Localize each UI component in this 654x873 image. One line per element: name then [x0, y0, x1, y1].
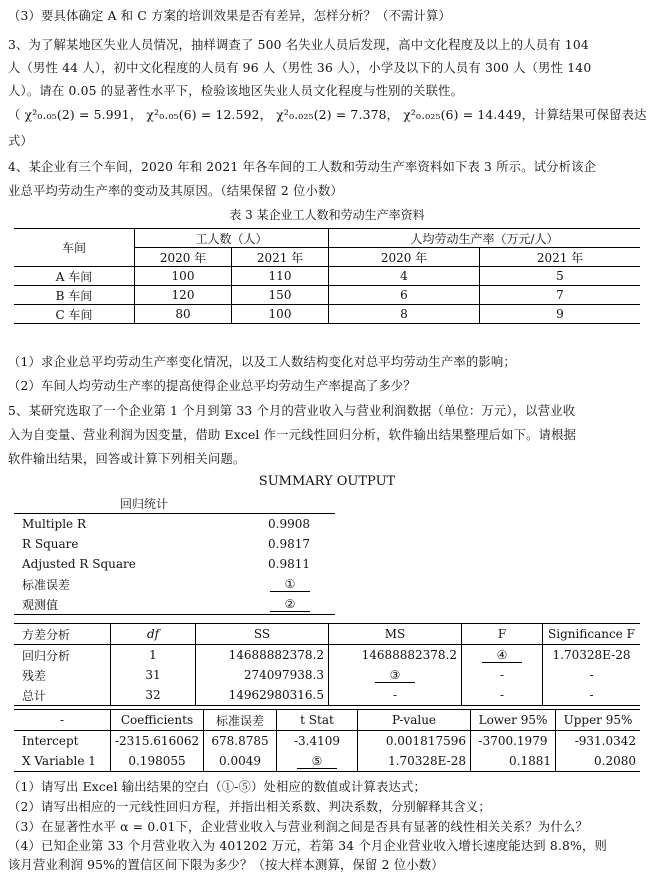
table-cell: 5: [480, 267, 641, 286]
table-cell: R Square: [22, 537, 79, 551]
blank-marker: ⑤: [297, 754, 337, 769]
table-cell: 0.2080: [594, 754, 636, 768]
table-row: [14, 751, 640, 772]
table-cell: 150: [232, 286, 329, 305]
table-header: Lower 95%: [471, 710, 556, 731]
table-header: F: [462, 624, 543, 645]
table-cell: 总计: [14, 685, 111, 706]
table-header: t Stat: [277, 710, 358, 731]
table-header: Significance F: [543, 624, 641, 645]
table-cell: X Variable 1: [14, 751, 111, 772]
table-cell: 0.198055: [111, 751, 204, 772]
table-row: [14, 645, 640, 666]
text-line: 5、某研究选取了一个企业第 1 个月到第 33 个月的营业收入与营业利润数据（单位：万元），以营业收: [8, 404, 576, 418]
table-cell: 0.9908: [268, 517, 310, 531]
text-line: （3）在显著性水平 α = 0.01下，企业营业收入与营业利润之间是否具有显著的线性相关关系？为什么？: [8, 820, 588, 834]
summary-output-title: SUMMARY OUTPUT: [258, 474, 396, 489]
text-line: （2）请写出相应的一元线性回归方程，并指出相关系数、判决系数，分别解释其含义；: [8, 800, 491, 814]
text-line: 软件输出结果，回答或计算下列相关问题。: [8, 452, 246, 466]
blank-marker: ②: [270, 597, 310, 612]
table3-group-header: 人均劳动生产率（万元/人）: [329, 229, 641, 248]
text-line: 3、为了解某地区失业人员情况，抽样调查了 500 名失业人员后发现，高中文化程度及以上的人员有 104: [8, 38, 589, 52]
table-cell: -931.0342: [574, 734, 636, 748]
table-cell: 274097938.3: [196, 665, 329, 685]
table-row: [14, 305, 640, 324]
table-cell: -3.4109: [277, 731, 358, 752]
table-row: [14, 554, 335, 574]
table-header: 标准误差: [204, 710, 277, 731]
table-cell: 0.9817: [268, 537, 310, 551]
table-cell: 32: [111, 685, 196, 706]
blank-marker: ③: [375, 668, 415, 683]
table-cell: 1.70328E-28: [358, 751, 471, 772]
table3-year: 2021 年: [232, 248, 329, 267]
text-line: （ χ²₀.₀₅(2) = 5.991， χ²₀.₀₅(6) = 12.592， χ²₀.₀₂₅(2) = 7.378， χ²₀.₀₂₅(6) = 14.449，计算结果可保留表达: [8, 108, 647, 122]
anova-table: [14, 623, 640, 706]
table-row: [14, 534, 335, 554]
table3-year: 2020 年: [329, 248, 480, 267]
table3: [14, 228, 640, 324]
table-row: [14, 685, 640, 706]
table-cell: 80: [135, 305, 232, 324]
blank-cell: [277, 751, 358, 772]
table-cell: 14688882378.2: [329, 645, 462, 666]
table-cell: 1.70328E-28: [552, 648, 631, 662]
table3-year: 2021 年: [480, 248, 641, 267]
table-cell: 9: [480, 305, 641, 324]
text-line: （1）请写出 Excel 输出结果的空白（①-⑤）处相应的数值或计算表达式；: [8, 780, 427, 794]
table-cell: Adjusted R Square: [22, 557, 136, 571]
coefficients-table: [14, 709, 640, 772]
blank-cell: [172, 574, 335, 594]
table-cell: -3700.1979: [471, 731, 556, 752]
table-cell: Multiple R: [22, 517, 86, 531]
table-cell: -: [589, 688, 594, 702]
text-line: 4、某企业有三个车间，2020 年和 2021 年各车间的工人数和劳动生产率资料如下表 3 所示。试分析该企: [8, 160, 597, 174]
table3-caption: 表 3 某企业工人数和劳动生产率资料: [229, 208, 425, 222]
text-line: （2）车间人均劳动生产率的提高使得企业总平均劳动生产率提高了多少？: [8, 379, 416, 393]
table-cell: -2315.616062: [111, 731, 204, 752]
table-cell: 8: [329, 305, 480, 324]
text-line: 业总平均劳动生产率的变动及其原因。（结果保留 2 位小数）: [8, 184, 344, 198]
text-line: 入为自变量、营业利润为因变量，借助 Excel 作一元线性回归分析，软件输出结果整理后如下。请根据: [8, 428, 577, 442]
table-cell: B 车间: [14, 286, 135, 305]
table-header: MS: [329, 624, 462, 645]
blank-cell: [172, 594, 335, 615]
table-cell: 观测值: [22, 597, 59, 612]
table-cell: 110: [232, 267, 329, 286]
blank-cell: [462, 645, 543, 666]
table3-workshop-header: 车间: [14, 229, 135, 267]
table-cell: 31: [111, 665, 196, 685]
table-cell: 14962980316.5: [196, 685, 329, 706]
table-row: [14, 267, 640, 286]
table-row: [14, 731, 640, 752]
table3-group-header: 工人数（人）: [135, 229, 329, 248]
table-row: [14, 574, 335, 594]
table-cell: 0.1881: [471, 751, 556, 772]
table-cell: 0.9811: [268, 557, 310, 571]
regression-stats-table: [14, 513, 335, 615]
table-header: SS: [196, 624, 329, 645]
blank-marker: ④: [482, 648, 522, 663]
table-cell: 678.8785: [204, 731, 277, 752]
table-cell: 0.0049: [204, 751, 277, 772]
table-cell: Intercept: [14, 731, 111, 752]
table-row: [14, 594, 335, 615]
table-cell: 100: [232, 305, 329, 324]
table-cell: 0.001817596: [358, 731, 471, 752]
table-cell: 标准误差: [22, 577, 71, 592]
blank-cell: [329, 665, 462, 685]
table-cell: -: [462, 665, 543, 685]
table-header: Upper 95%: [556, 710, 641, 731]
table-header: -: [14, 710, 111, 731]
table-row: [14, 286, 640, 305]
table-cell: 残差: [14, 665, 111, 685]
table-cell: 1: [111, 645, 196, 666]
table-cell: 4: [329, 267, 480, 286]
text-line: 该月营业利润 95%的置信区间下限为多少？（按大样本测算，保留 2 位小数）: [8, 858, 444, 872]
table-cell: -: [329, 685, 462, 706]
table-cell: 120: [135, 286, 232, 305]
reg-stats-header: 回归统计: [120, 497, 169, 511]
text-line: （1）求企业总平均劳动生产率变化情况，以及工人数结构变化对总平均劳动生产率的影响；: [8, 355, 516, 369]
text-line: （4）已知企业第 33 个月营业收入为 401202 万元，若第 34 个月企业营业收入增长速度能达到 8.8%，则: [8, 839, 607, 853]
table-cell: 100: [135, 267, 232, 286]
table-row: [14, 665, 640, 685]
table-cell: 回归分析: [14, 645, 111, 666]
text-line: 式）: [8, 134, 33, 148]
blank-marker: ①: [270, 577, 310, 592]
table-cell: C 车间: [14, 305, 135, 324]
table-cell: -: [589, 668, 594, 682]
table-header: P-value: [358, 710, 471, 731]
table-header: 方差分析: [14, 624, 111, 645]
table-row: [14, 514, 335, 535]
table-cell: 14688882378.2: [196, 645, 329, 666]
table-cell: 7: [480, 286, 641, 305]
text-line: 人（男性 44 人），初中文化程度的人员有 96 人（男性 36 人），小学及以下的人员有 300 人（男性 140: [8, 61, 592, 75]
table-cell: 6: [329, 286, 480, 305]
table-header: df: [111, 624, 196, 645]
table-cell: A 车间: [14, 267, 135, 286]
table3-year: 2020 年: [135, 248, 232, 267]
text-line: （3）要具体确定 A 和 C 方案的培训效果是否有差异，怎样分析？（不需计算）: [8, 9, 452, 23]
table-cell: -: [462, 685, 543, 706]
text-line: 人）。请在 0.05 的显著性水平下，检验该地区失业人员文化程度与性别的关联性。: [8, 84, 464, 98]
table-header: Coefficients: [111, 710, 204, 731]
